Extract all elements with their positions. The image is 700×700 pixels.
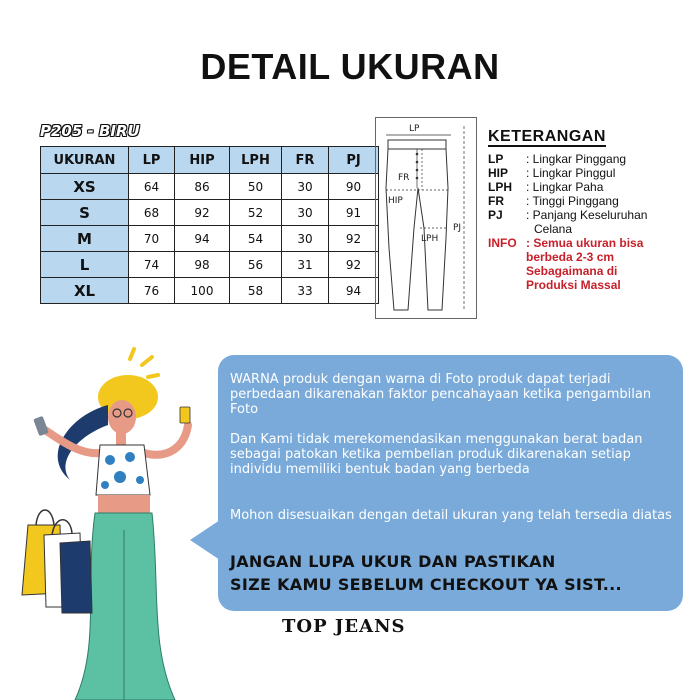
legend <box>488 128 688 292</box>
shopper-illustration <box>0 345 215 700</box>
table-row <box>41 252 379 278</box>
brand-logo: TOP JEANS <box>282 616 406 637</box>
cta-line: SIZE KAMU SEBELUM CHECKOUT YA SIST... <box>230 575 622 594</box>
table-cell: 92 <box>175 200 230 226</box>
lph-label: LPH <box>421 234 439 244</box>
table-cell: 52 <box>230 200 282 226</box>
size-table-header <box>41 147 379 174</box>
legend-heading: KETERANGAN <box>488 128 606 145</box>
legend-value: Celana <box>534 222 573 236</box>
legend-key: PJ <box>488 208 503 222</box>
size-cell: M <box>41 226 129 252</box>
page-title: DETAIL UKURAN <box>200 46 500 87</box>
table-cell: 31 <box>282 252 329 278</box>
notice-paragraph: Mohon disesuaikan dengan detail ukuran yang telah tersedia diatas <box>230 508 672 523</box>
header-cell: FR <box>282 147 329 174</box>
table-row <box>41 174 379 200</box>
legend-item-continued <box>488 222 688 236</box>
info-note <box>488 250 688 264</box>
header-cell: LPH <box>230 147 282 174</box>
table-cell: 68 <box>129 200 175 226</box>
header-cell: HIP <box>175 147 230 174</box>
info-line: Sebagaimana di <box>526 264 618 278</box>
header-cell: LP <box>129 147 175 174</box>
table-cell: 30 <box>282 174 329 200</box>
legend-item <box>488 166 688 180</box>
size-table <box>40 146 379 304</box>
legend-item <box>488 194 688 208</box>
table-cell: 98 <box>175 252 230 278</box>
legend-value: : Lingkar Paha <box>526 180 604 194</box>
pj-label: PJ <box>453 223 462 233</box>
legend-key: FR <box>488 194 504 208</box>
table-row <box>41 278 379 304</box>
header-cell: PJ <box>329 147 379 174</box>
notice-paragraph: WARNA produk dengan warna di Foto produk dapat terjadi perbedaan dikarenakan faktor pencahayaan ketika pengambilan Foto <box>230 372 652 417</box>
cta-line: JANGAN LUPA UKUR DAN PASTIKAN <box>230 552 556 571</box>
table-cell: 30 <box>282 226 329 252</box>
lp-label: LP <box>409 124 420 134</box>
notice-paragraph: Dan Kami tidak merekomendasikan menggunakan berat badan sebagai patokan ketika pembelian produk dikarenakan setiap individu memiliki bentuk badan yang berbeda <box>230 432 643 477</box>
table-cell: 58 <box>230 278 282 304</box>
table-cell: 92 <box>329 252 379 278</box>
table-cell: 50 <box>230 174 282 200</box>
legend-item <box>488 180 688 194</box>
table-cell: 74 <box>129 252 175 278</box>
info-note <box>488 264 688 278</box>
legend-value: : Lingkar Pinggang <box>526 152 627 166</box>
info-key: INFO <box>488 236 517 250</box>
table-cell: 94 <box>175 226 230 252</box>
table-cell: 91 <box>329 200 379 226</box>
table-cell: 90 <box>329 174 379 200</box>
table-cell: 92 <box>329 226 379 252</box>
legend-value: : Tinggi Pinggang <box>526 194 619 208</box>
table-cell: 94 <box>329 278 379 304</box>
legend-key: LP <box>488 152 504 166</box>
table-cell: 54 <box>230 226 282 252</box>
table-row <box>41 226 379 252</box>
table-row <box>41 200 379 226</box>
table-cell: 56 <box>230 252 282 278</box>
pants-measurement-diagram <box>375 117 477 319</box>
fr-label: FR <box>398 173 410 183</box>
table-cell: 76 <box>129 278 175 304</box>
table-cell: 70 <box>129 226 175 252</box>
size-cell: L <box>41 252 129 278</box>
table-cell: 64 <box>129 174 175 200</box>
info-line: : Semua ukuran bisa <box>526 236 644 250</box>
hip-label: HIP <box>388 196 403 206</box>
table-cell: 86 <box>175 174 230 200</box>
info-note <box>488 236 688 250</box>
table-cell: 30 <box>282 200 329 226</box>
legend-item <box>488 208 688 222</box>
size-cell: XS <box>41 174 129 200</box>
legend-item <box>488 152 688 166</box>
table-cell: 33 <box>282 278 329 304</box>
info-line: berbeda 2-3 cm <box>526 250 615 264</box>
product-code: P205 - BIRU <box>40 122 140 140</box>
legend-value: : Lingkar Pinggul <box>526 166 616 180</box>
shopping-bag-icon <box>60 541 92 613</box>
legend-key: LPH <box>488 180 512 194</box>
legend-key: HIP <box>488 166 509 180</box>
size-cell: XL <box>41 278 129 304</box>
pants-outline-icon <box>376 118 476 318</box>
info-note <box>488 278 688 292</box>
header-cell: UKURAN <box>41 147 129 174</box>
table-cell: 100 <box>175 278 230 304</box>
legend-value: : Panjang Keseluruhan <box>526 208 648 222</box>
size-cell: S <box>41 200 129 226</box>
info-line: Produksi Massal <box>526 278 621 292</box>
